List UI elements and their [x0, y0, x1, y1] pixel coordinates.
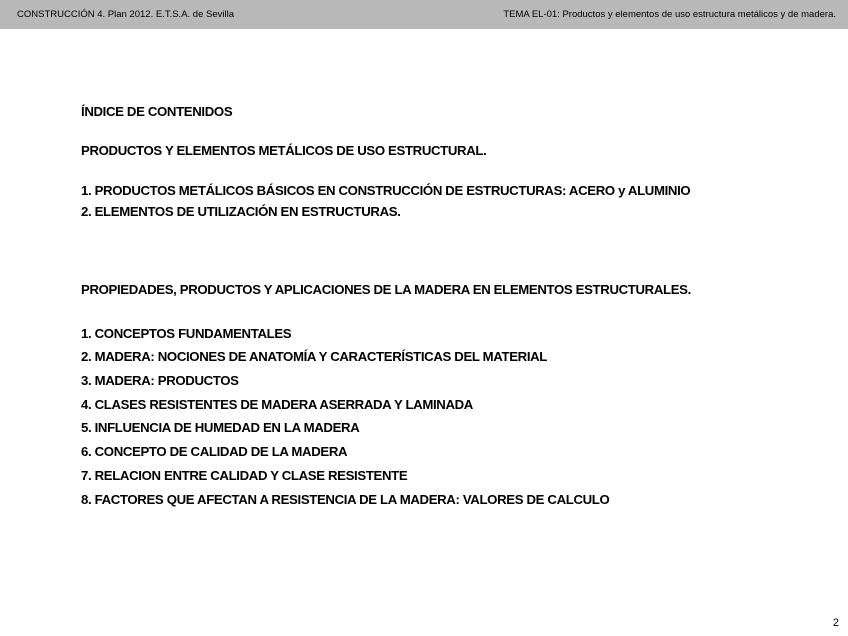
- list-item: 1. PRODUCTOS METÁLICOS BÁSICOS EN CONSTRUCCIÓN DE ESTRUCTURAS: ACERO y ALUMINIO: [81, 183, 691, 198]
- list-item: 8. FACTORES QUE AFECTAN A RESISTENCIA DE LA MADERA: VALORES DE CALCULO: [81, 492, 610, 507]
- list-item: 3. MADERA: PRODUCTOS: [81, 373, 239, 388]
- section-heading-wood: PROPIEDADES, PRODUCTOS Y APLICACIONES DE LA MADERA EN ELEMENTOS ESTRUCTURALES.: [81, 282, 691, 297]
- section-heading-metal: PRODUCTOS Y ELEMENTOS METÁLICOS DE USO ESTRUCTURAL.: [81, 143, 487, 158]
- header-topic-title: TEMA EL-01: Productos y elementos de uso estructura metálicos y de madera.: [503, 9, 836, 20]
- header-course-title: CONSTRUCCIÓN 4. Plan 2012. E.T.S.A. de Sevilla: [17, 9, 234, 20]
- toc-title: ÍNDICE DE CONTENIDOS: [81, 104, 233, 119]
- list-item: 7. RELACION ENTRE CALIDAD Y CLASE RESISTENTE: [81, 468, 408, 483]
- list-item: 2. MADERA: NOCIONES DE ANATOMÍA Y CARACTERÍSTICAS DEL MATERIAL: [81, 349, 548, 364]
- list-item: 2. ELEMENTOS DE UTILIZACIÓN EN ESTRUCTURAS.: [81, 204, 401, 219]
- list-item: 6. CONCEPTO DE CALIDAD DE LA MADERA: [81, 444, 348, 459]
- page-number: 2: [832, 617, 839, 629]
- list-item: 1. CONCEPTOS FUNDAMENTALES: [81, 326, 292, 341]
- list-item: 4. CLASES RESISTENTES DE MADERA ASERRADA Y LAMINADA: [81, 397, 473, 412]
- header-bar: [0, 0, 848, 29]
- list-item: 5. INFLUENCIA DE HUMEDAD EN LA MADERA: [81, 420, 360, 435]
